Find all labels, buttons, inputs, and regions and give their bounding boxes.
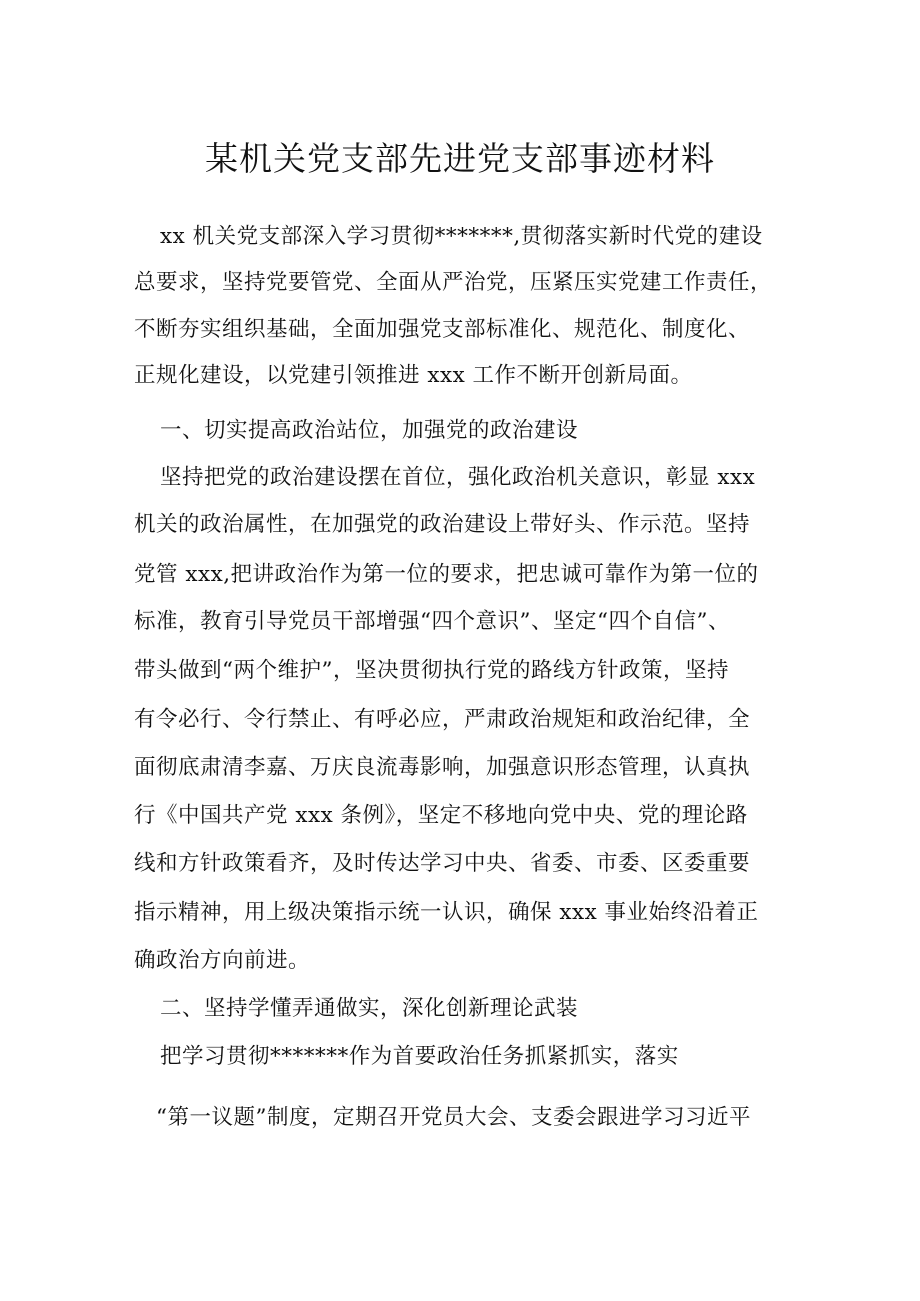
paragraph-line: 有令必行、令行禁止、有呼必应，严肃政治规矩和政治纪律，全 [134, 707, 751, 732]
paragraph-line: 行《中国共产党 xxx 条例》，坚定不移地向党中央、党的理论路 [134, 803, 748, 828]
paragraph-line: 指示精神，用上级决策指示统一认识，确保 xxx 事业始终沿着正 [134, 900, 759, 925]
paragraph-line: 总要求，坚持党要管党、全面从严治党，压紧压实党建工作责任， [134, 270, 773, 295]
paragraph-line: 带头做到“两个维护”，坚决贯彻执行党的路线方针政策，坚持 [134, 658, 729, 683]
paragraph-line: 把学习贯彻*******作为首要政治任务抓紧抓实，落实 [160, 1044, 679, 1069]
paragraph-line: 确政治方向前进。 [134, 948, 311, 973]
paragraph-line: “第一议题”制度，定期召开党员大会、支委会跟进学习习近平 [156, 1105, 751, 1130]
paragraph-line: 线和方针政策看齐，及时传达学习中央、省委、市委、区委重要 [134, 851, 751, 876]
section-heading-1: 一、切实提高政治站位，加强党的政治建设 [160, 418, 579, 443]
paragraph-line: 坚持把党的政治建设摆在首位，强化政治机关意识，彰显 xxx [160, 465, 756, 490]
paragraph-line: 标准，教育引导党员干部增强“四个意识”、坚定“四个自信”、 [134, 609, 730, 634]
paragraph-line: 机关的政治属性，在加强党的政治建设上带好头、作示范。坚持 [134, 512, 751, 537]
paragraph-line: xx 机关党支部深入学习贯彻*******,贯彻落实新时代党的建设 [160, 224, 763, 249]
section-heading-2: 二、坚持学懂弄通做实，深化创新理论武装 [160, 996, 579, 1021]
paragraph-line: 不断夯实组织基础，全面加强党支部标准化、规范化、制度化、 [134, 317, 751, 342]
paragraph-line: 正规化建设，以党建引领推进 xxx 工作不断开创新局面。 [134, 363, 693, 388]
document-title: 某机关党支部先进党支部事迹材料 [205, 139, 715, 178]
paragraph-line: 党管 xxx,把讲政治作为第一位的要求，把忠诚可靠作为第一位的 [134, 562, 759, 587]
paragraph-line: 面彻底肃清李嘉、万庆良流毒影响，加强意识形态管理，认真执 [134, 755, 751, 780]
